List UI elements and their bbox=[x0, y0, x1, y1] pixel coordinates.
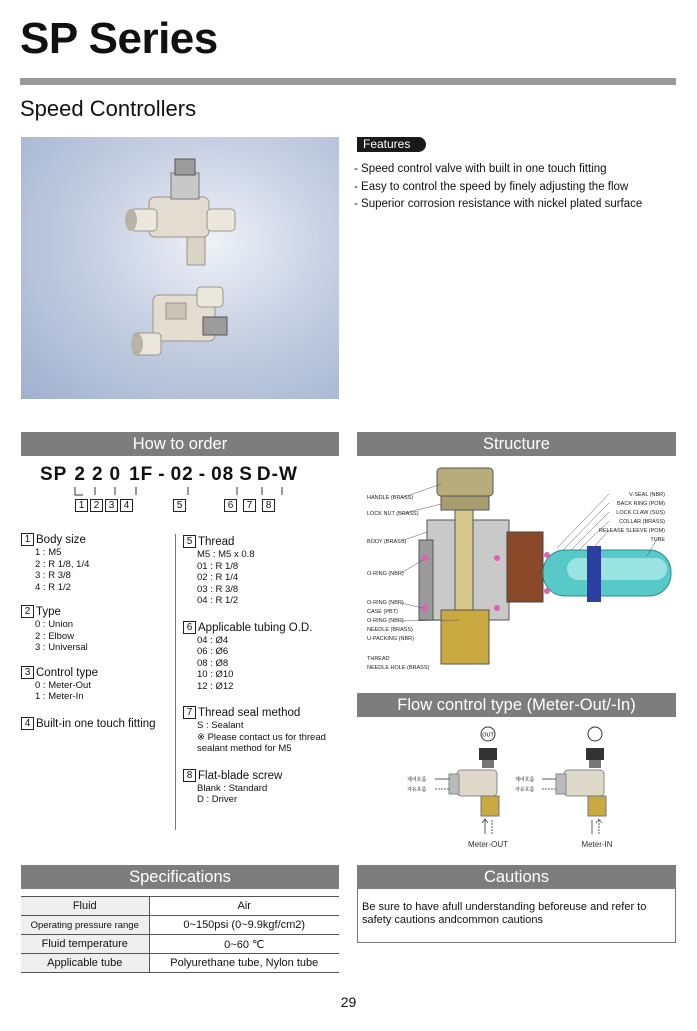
option-tubing-od bbox=[183, 621, 343, 693]
option-flat-blade-screw bbox=[183, 769, 343, 806]
option-number: 1 bbox=[21, 533, 34, 546]
spec-label: Operating pressure range bbox=[21, 916, 149, 935]
option-number: 7 bbox=[183, 706, 196, 719]
spec-value: 0~60 ℃ bbox=[149, 935, 339, 954]
page-subtitle: Speed Controllers bbox=[20, 96, 197, 121]
feature-item: - Easy to control the speed by finely adjusting the flow bbox=[354, 179, 642, 197]
structure-label: RELEASE SLEEVE (POM) bbox=[598, 528, 665, 534]
flow-label: 자유흐름 bbox=[407, 787, 427, 793]
option-title: Thread seal method bbox=[198, 707, 301, 719]
specifications-table bbox=[21, 896, 339, 973]
features-badge: Features bbox=[357, 137, 426, 152]
option-value: 4 : R 1/2 bbox=[35, 581, 71, 593]
option-thread-seal bbox=[183, 706, 343, 755]
structure-label: THREAD bbox=[367, 656, 390, 662]
structure-label: TUBE bbox=[650, 537, 665, 543]
option-number: 4 bbox=[21, 717, 34, 730]
flow-label: 제어흐름 bbox=[407, 777, 427, 783]
structure-diagram bbox=[357, 460, 676, 680]
option-value: 1 : Meter-In bbox=[35, 691, 84, 702]
option-value: D : Driver bbox=[197, 794, 238, 805]
cautions-header: Cautions bbox=[357, 865, 676, 889]
structure-label: COLLAR (BRASS) bbox=[619, 519, 665, 525]
code-number-box: 5 bbox=[173, 499, 186, 512]
option-value: 10 : Ø10 bbox=[197, 669, 234, 680]
meter-out-fitting bbox=[407, 727, 508, 849]
fitting-upper bbox=[125, 159, 235, 265]
option-title: Type bbox=[36, 606, 61, 618]
meter-out-caption: Meter-OUT bbox=[468, 840, 508, 849]
spec-value: 0~150psi (0~9.9kgf/cm2) bbox=[149, 916, 339, 935]
how-to-order-header: How to order bbox=[21, 432, 339, 456]
table-row bbox=[21, 916, 339, 935]
option-value: 2 : Elbow bbox=[35, 630, 75, 642]
meter-in-fitting bbox=[515, 727, 613, 849]
flow-label: 자유흐름 bbox=[515, 787, 535, 793]
code-part: S bbox=[239, 464, 253, 485]
structure-label: CASE (PBT) bbox=[367, 609, 398, 615]
option-control-type bbox=[21, 666, 171, 703]
option-title: Applicable tubing O.D. bbox=[198, 621, 313, 634]
code-number-box: 1 bbox=[75, 499, 88, 512]
option-value: 3 : Universal bbox=[35, 642, 88, 653]
structure-label: BODY (BRASS) bbox=[367, 539, 407, 545]
code-part: 1F bbox=[129, 464, 154, 485]
option-note: ※ Please contact us for thread bbox=[197, 731, 326, 743]
option-thread bbox=[183, 535, 343, 607]
spec-value: Polyurethane tube, Nylon tube bbox=[149, 954, 339, 973]
cautions-text: Be sure to have afull understanding beforeuse and refer to safety cautions andcommon cautions bbox=[357, 889, 676, 943]
flow-label: 제어흐름 bbox=[515, 777, 535, 783]
spec-label: Fluid bbox=[21, 897, 149, 916]
code-number-box: 2 bbox=[90, 499, 103, 512]
structure-label: U-PACKING (NBR) bbox=[367, 636, 414, 642]
code-part: 2 bbox=[91, 464, 104, 485]
structure-label: NEEDLE (BRASS) bbox=[367, 627, 413, 633]
code-part: SP bbox=[40, 464, 68, 485]
structure-label: LOCK CLAW (SUS) bbox=[616, 510, 665, 516]
structure-label: O-RING (NBR) bbox=[367, 618, 404, 624]
option-one-touch-fitting bbox=[21, 717, 171, 731]
structure-label: LOCK NUT (BRASS) bbox=[367, 511, 419, 517]
option-number: 2 bbox=[21, 605, 34, 618]
feature-list bbox=[354, 161, 642, 214]
table-row bbox=[21, 897, 339, 916]
code-number-box: 3 bbox=[105, 499, 118, 512]
code-part: - bbox=[198, 464, 207, 485]
table-row bbox=[21, 935, 339, 954]
option-title: Control type bbox=[36, 666, 99, 679]
flow-control-header: Flow control type (Meter-Out/-In) bbox=[357, 693, 676, 717]
option-body-size bbox=[21, 533, 171, 593]
structure-label: O-RING (NBR) bbox=[367, 571, 404, 577]
options-left bbox=[21, 533, 171, 731]
table-row bbox=[21, 954, 339, 973]
option-title: Body size bbox=[36, 534, 86, 546]
structure-label: NEEDLE HOLE (BRASS) bbox=[367, 665, 430, 671]
spec-label: Fluid temperature bbox=[21, 935, 149, 954]
code-part: - bbox=[158, 464, 166, 485]
option-number: 3 bbox=[21, 666, 34, 679]
option-value: 04 : R 1/2 bbox=[197, 595, 239, 606]
option-value: 06 : Ø6 bbox=[197, 646, 229, 657]
structure-header: Structure bbox=[357, 432, 676, 456]
option-title: Flat-blade screw bbox=[198, 769, 283, 782]
code-part: D bbox=[256, 464, 272, 485]
option-number: 6 bbox=[183, 621, 196, 634]
code-part: 2 bbox=[74, 464, 86, 485]
option-note: sealant method for M5 bbox=[197, 743, 292, 754]
meter-in-caption: Meter-IN bbox=[581, 840, 613, 849]
option-value: 03 : R 3/8 bbox=[197, 583, 239, 595]
option-title: Built-in one touch fitting bbox=[36, 717, 156, 730]
code-number-box: 8 bbox=[262, 499, 275, 512]
flow-control-diagram bbox=[357, 722, 676, 852]
spec-label: Applicable tube bbox=[21, 954, 149, 973]
option-value: 01 : R 1/8 bbox=[197, 560, 239, 572]
structure-label: HANDLE (BRASS) bbox=[367, 495, 414, 501]
option-value: 08 : Ø8 bbox=[197, 657, 229, 669]
structure-drawing bbox=[357, 460, 676, 680]
header-rule bbox=[20, 78, 676, 85]
code-part: -W bbox=[271, 464, 298, 485]
feature-item: - Speed control valve with built in one touch fitting bbox=[354, 161, 642, 179]
product-photo bbox=[21, 137, 339, 399]
fitting-lower bbox=[131, 287, 227, 355]
order-code bbox=[40, 464, 340, 486]
code-number-row bbox=[75, 497, 277, 515]
flow-control-drawing bbox=[357, 722, 676, 852]
series-title: SP Series bbox=[20, 14, 218, 63]
page-number: 29 bbox=[340, 994, 357, 1010]
code-part: 0 bbox=[109, 464, 122, 485]
code-part: 08 bbox=[211, 464, 235, 485]
option-value: 0 : Union bbox=[35, 619, 74, 630]
code-number-box: 4 bbox=[120, 499, 133, 512]
option-value: 02 : R 1/4 bbox=[197, 572, 239, 583]
structure-label: O-RING (NBR) bbox=[367, 600, 404, 606]
option-type bbox=[21, 605, 171, 654]
option-value: M5 : M5 x 0.8 bbox=[197, 549, 255, 560]
options-divider bbox=[175, 534, 176, 830]
options-right bbox=[183, 535, 343, 806]
out-badge-text: OUT bbox=[482, 732, 494, 739]
spec-value: Air bbox=[149, 897, 339, 916]
option-number: 5 bbox=[183, 535, 196, 548]
product-illustration bbox=[21, 137, 339, 399]
code-part: 02 bbox=[170, 464, 194, 485]
option-value: Blank : Standard bbox=[197, 782, 268, 794]
code-number-box: 6 bbox=[224, 499, 237, 512]
feature-item: - Superior corrosion resistance with nickel plated surface bbox=[354, 196, 642, 214]
structure-label: BACK RING (POM) bbox=[617, 501, 665, 507]
option-title: Thread bbox=[198, 536, 235, 548]
option-value: 12 : Ø12 bbox=[197, 680, 234, 692]
option-value: 1 : M5 bbox=[35, 547, 62, 558]
specifications-header: Specifications bbox=[21, 865, 339, 889]
option-number: 8 bbox=[183, 769, 196, 782]
option-value: 0 : Meter-Out bbox=[35, 679, 91, 691]
code-number-box: 7 bbox=[243, 499, 256, 512]
option-value: 04 : Ø4 bbox=[197, 634, 229, 646]
option-value: 3 : R 3/8 bbox=[35, 570, 71, 581]
option-value: S : Sealant bbox=[197, 720, 244, 731]
option-value: 2 : R 1/8, 1/4 bbox=[35, 558, 90, 570]
structure-label: V-SEAL (NBR) bbox=[629, 492, 665, 498]
